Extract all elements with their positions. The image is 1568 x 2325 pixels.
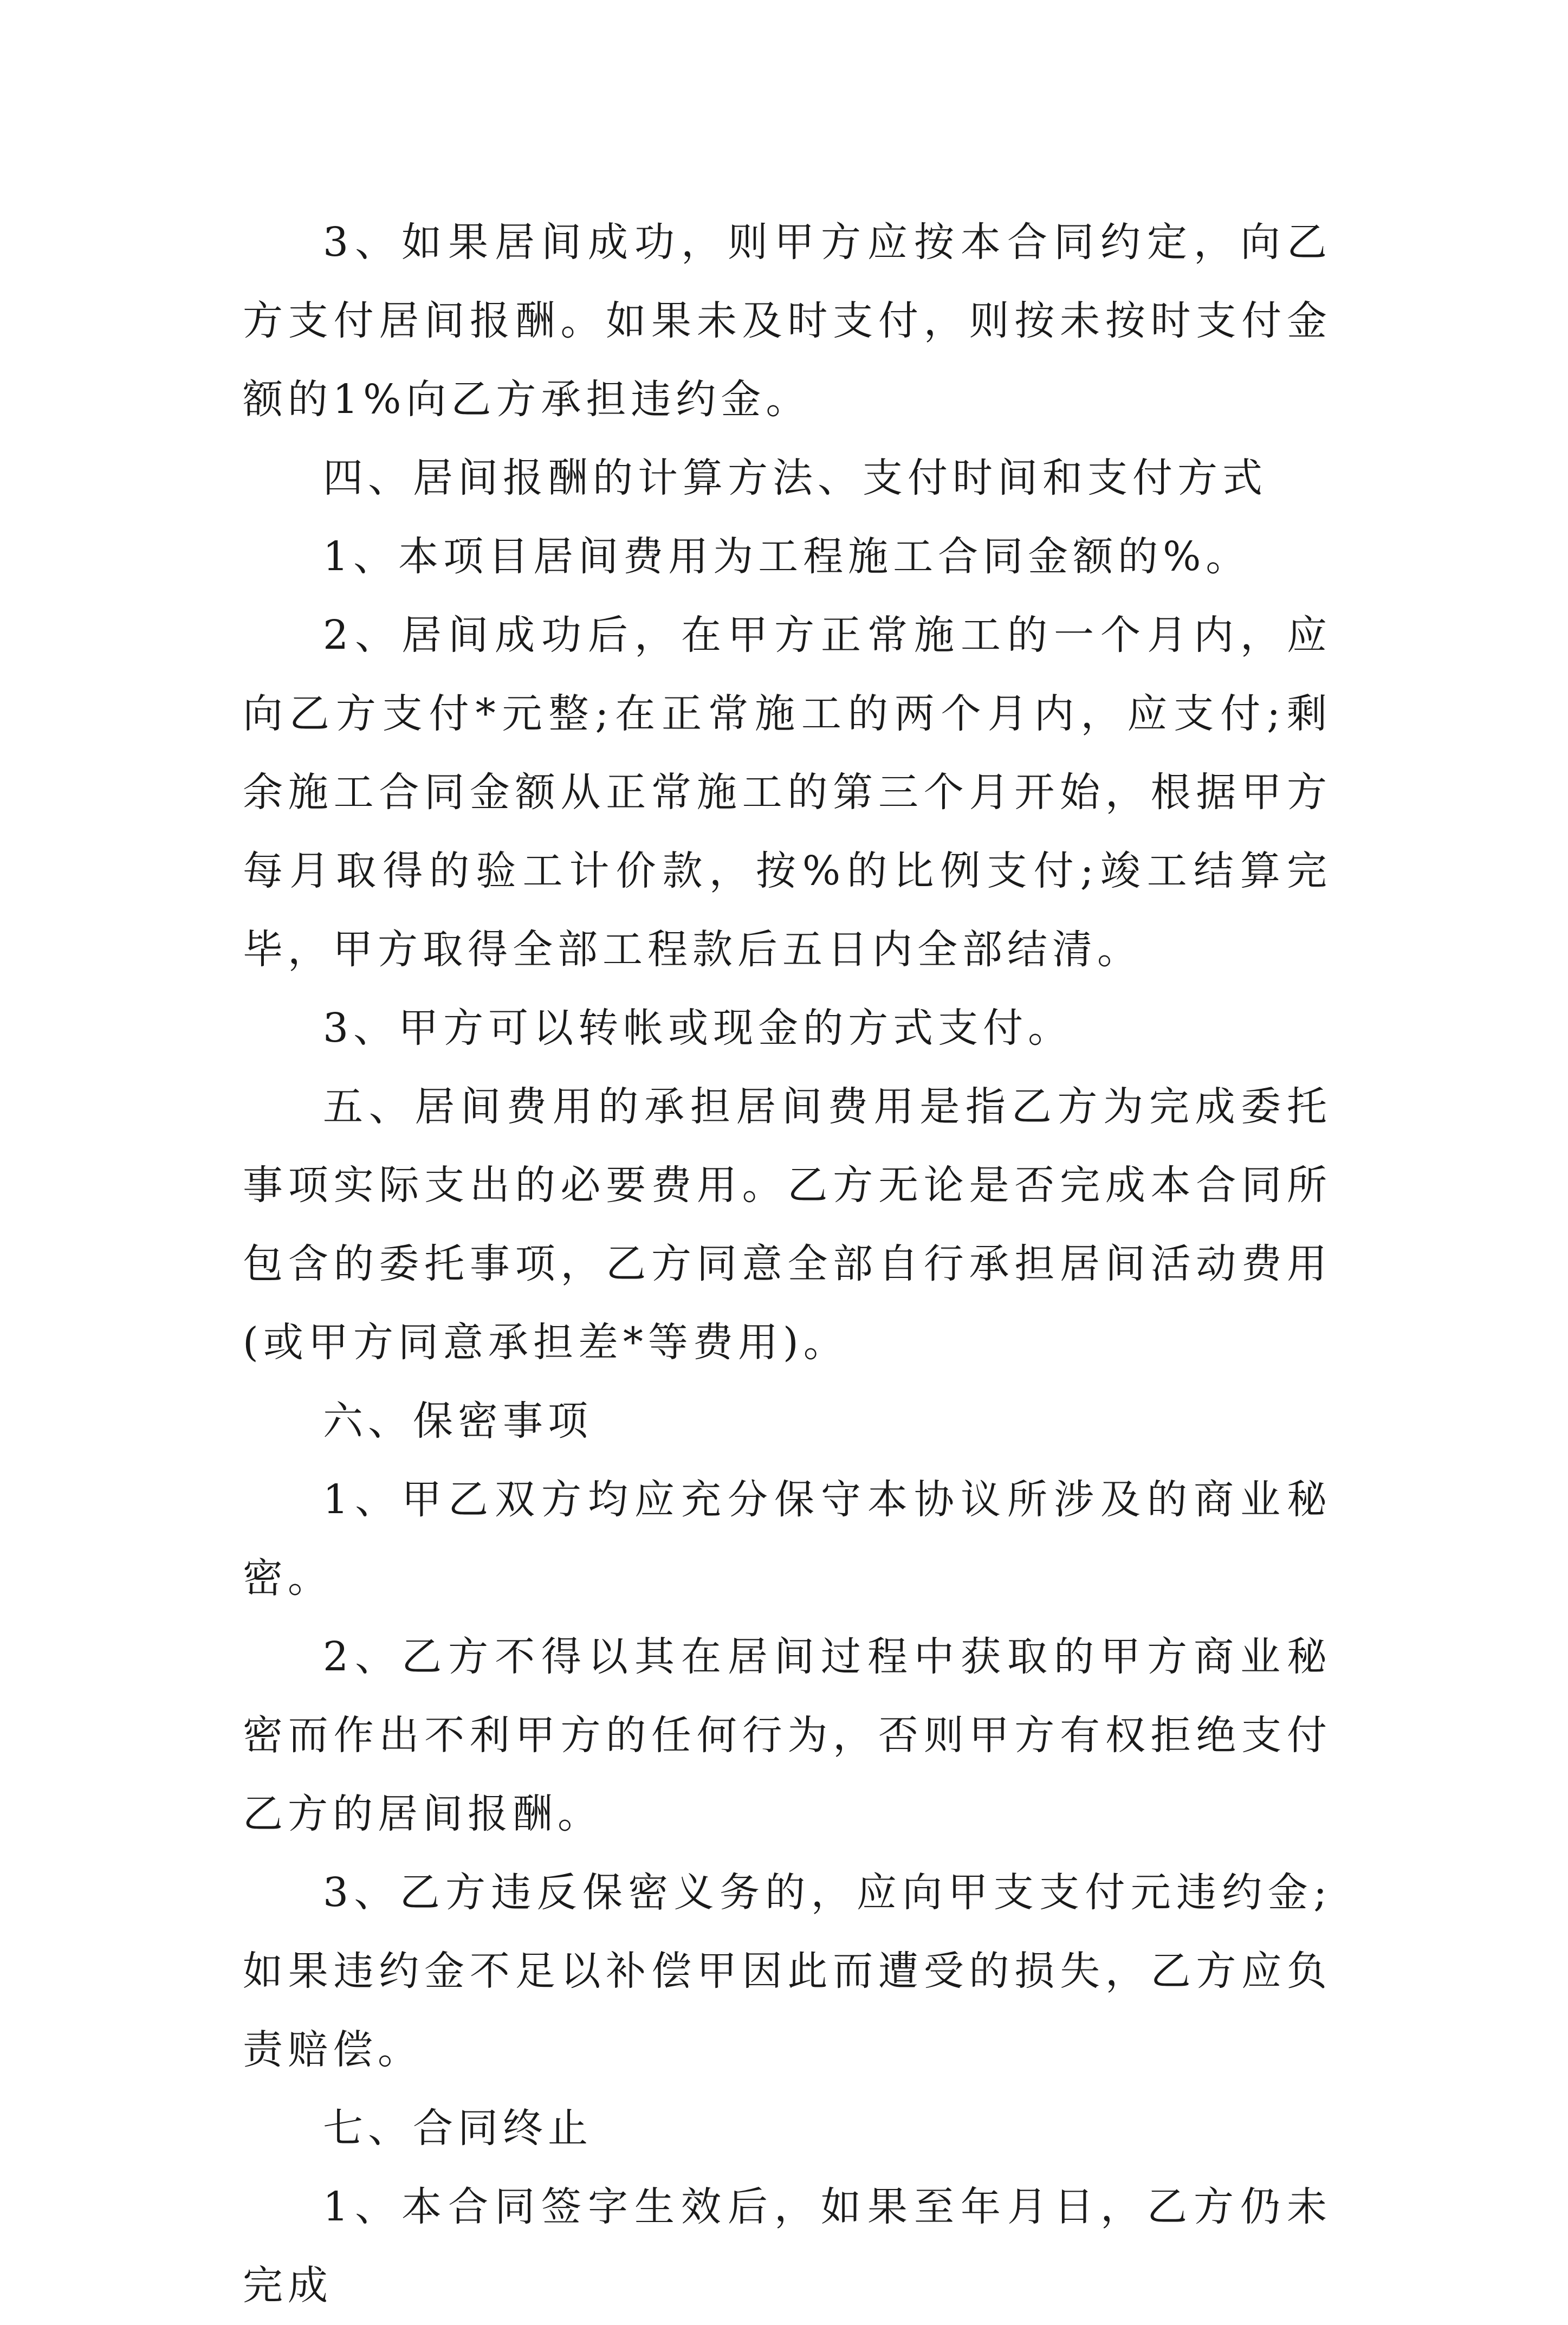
paragraph-confidentiality-2: 2、乙方不得以其在居间过程中获取的甲方商业秘密而作出不利甲方的任何行为，否则甲方有权拒绝支付乙方的居间报酬。 — [243, 1633, 1332, 1837]
paragraph-fee-rate: 1、本项目居间费用为工程施工合同金额的%。 — [323, 533, 1251, 580]
section-heading-4: 四、居间报酬的计算方法、支付时间和支付方式 — [323, 455, 1267, 501]
paragraph-payment-penalty: 3、如果居间成功，则甲方应按本合同约定，向乙方支付居间报酬。如果未及时支付，则按未按时支付金额的1%向乙方承担违约金。 — [243, 219, 1332, 423]
paragraph-confidentiality-3: 3、乙方违反保密义务的，应向甲支支付元违约金;如果违约金不足以补偿甲因此而遭受的损失，乙方应负责赔偿。 — [243, 1869, 1332, 2073]
section-heading-6: 六、保密事项 — [323, 1398, 593, 1444]
paragraph-payment-schedule: 2、居间成功后，在甲方正常施工的一个月内，应向乙方支付*元整;在正常施工的两个月内，应支付;剩余施工合同金额从正常施工的第三个月开始，根据甲方每月取得的验工计价款，按%的比例支付;竣工结算完毕，甲方取得全部工程款后五日内全部结清。 — [243, 612, 1332, 973]
section-heading-7: 七、合同终止 — [323, 2105, 593, 2152]
section-heading-5-fee-bearing: 五、居间费用的承担居间费用是指乙方为完成委托事项实际支出的必要费用。乙方无论是否完成本合同所包含的委托事项，乙方同意全部自行承担居间活动费用(或甲方同意承担差*等费用)。 — [243, 1083, 1332, 1366]
paragraph-payment-method: 3、甲方可以转帐或现金的方式支付。 — [323, 1005, 1073, 1051]
document-body — [243, 203, 1332, 2325]
paragraph-confidentiality-1: 1、甲乙双方均应充分保守本协议所涉及的商业秘密。 — [243, 1476, 1332, 1601]
paragraph-termination-1: 1、本合同签字生效后，如果至年月日，乙方仍未完成 — [243, 2184, 1332, 2309]
